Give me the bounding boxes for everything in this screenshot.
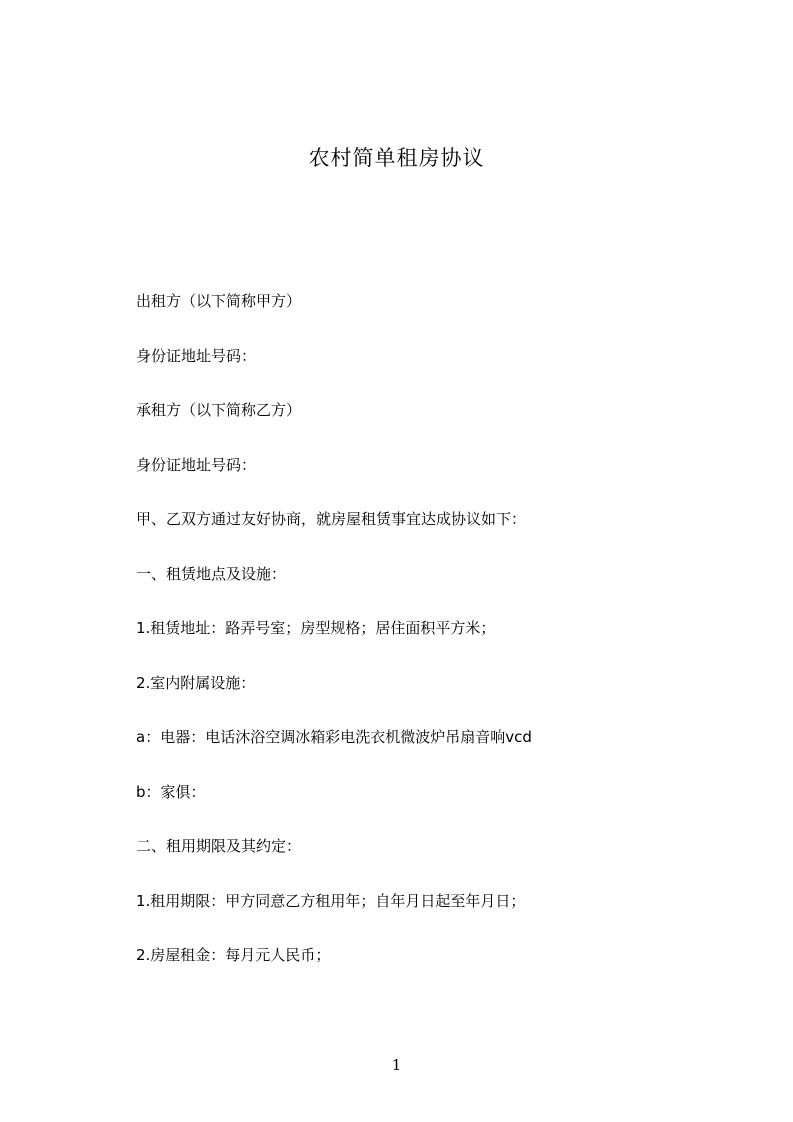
clause-appliances: a：电器：电话沐浴空调冰箱彩电洗衣机微波炉吊扇音响vcd	[136, 728, 532, 746]
lessor-id-line: 身份证地址号码：	[136, 346, 257, 365]
document-title: 农村简单租房协议	[308, 146, 485, 170]
lessee-id-line: 身份证地址号码：	[136, 455, 257, 474]
section-heading-location: 一、租赁地点及设施：	[136, 564, 287, 583]
clause-term: 1.租用期限：甲方同意乙方租用年；自年月日起至年月日；	[136, 891, 526, 910]
document-body	[136, 289, 736, 998]
page-number: 1	[391, 1056, 402, 1074]
lessee-line: 承租方（以下简称乙方）	[136, 401, 302, 419]
clause-facilities: 2.室内附属设施：	[136, 673, 256, 692]
agreement-intro: 甲、乙双方通过友好协商，就房屋租赁事宜达成协议如下：	[136, 510, 527, 528]
clause-address: 1.租赁地址：路弄号室；房型规格；居住面积平方米；	[136, 619, 496, 637]
clause-rent: 2.房屋租金：每月元人民币；	[136, 946, 331, 964]
lessor-line: 出租方（以下简称甲方）	[136, 292, 302, 310]
clause-furniture: b：家俱：	[136, 782, 206, 801]
section-heading-term: 二、租用期限及其约定：	[136, 837, 302, 855]
